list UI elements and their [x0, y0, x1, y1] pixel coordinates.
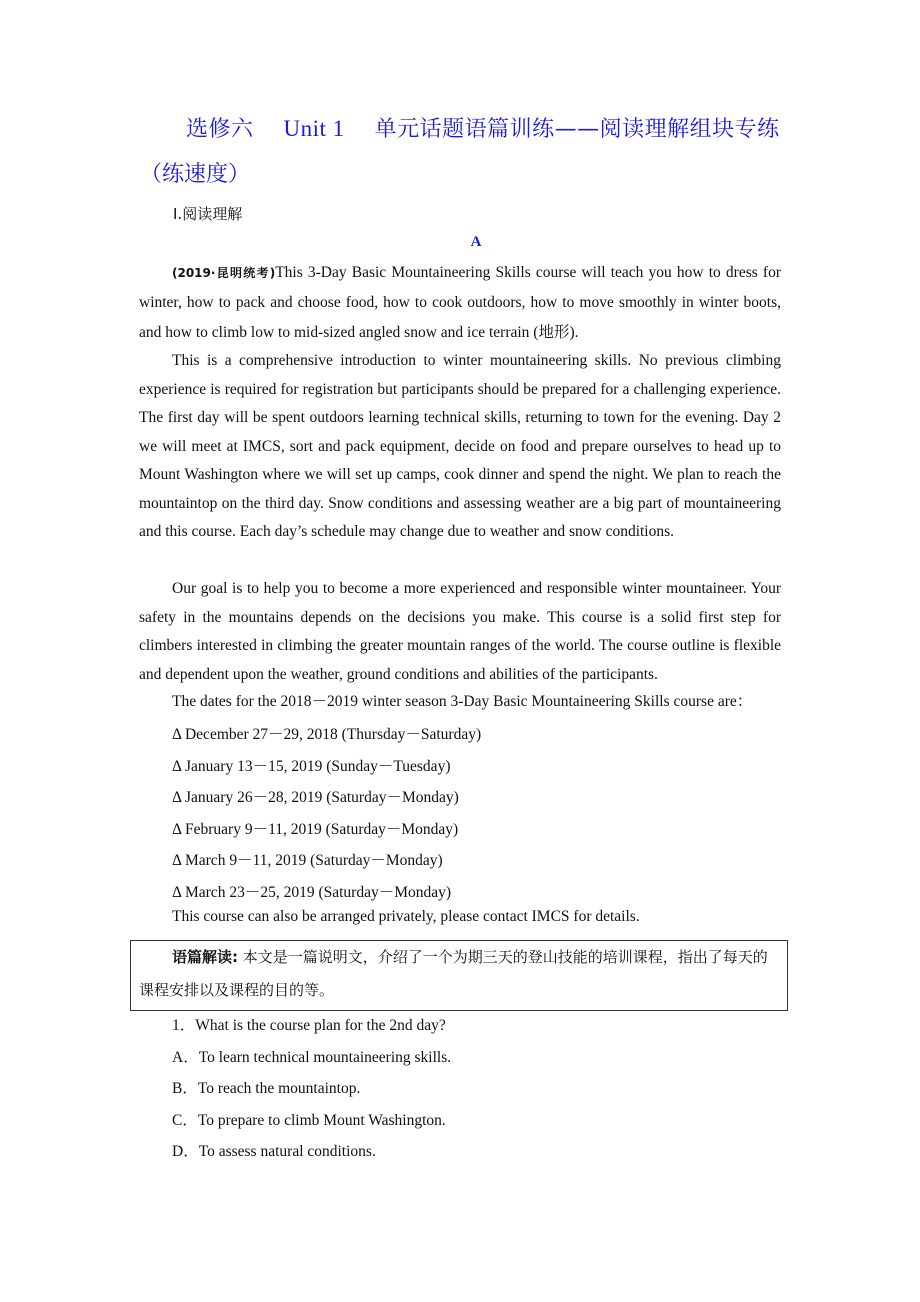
analysis-text: 本文是一篇说明文，介绍了一个为期三天的登山技能的培训课程，指出了每天的课程安排以及课程的目的等。: [139, 948, 768, 999]
passage-paragraph-3: [139, 575, 781, 689]
date-item: Δ March 23－25, 2019 (Saturday－Monday): [172, 883, 452, 901]
passage-paragraph-2: [139, 347, 781, 547]
date-item: Δ January 13－15, 2019 (Sunday－Tuesday): [172, 757, 451, 775]
question-block: [172, 1010, 451, 1168]
answer-option-b: B．To reach the mountaintop.: [172, 1080, 361, 1098]
page-subtitle: （练速度）: [140, 162, 251, 187]
page-title: [186, 112, 780, 143]
source-note: (2019·昆明统考): [172, 266, 276, 280]
passage-paragraph-1: [139, 258, 781, 348]
answer-option-c: C．To prepare to climb Mount Washington.: [172, 1111, 446, 1129]
answer-option-a: A．To learn technical mountaineering skills.: [172, 1048, 452, 1066]
passage-label: A: [470, 234, 482, 250]
section-heading: Ⅰ.阅读理解: [173, 205, 243, 223]
date-list: [172, 719, 481, 909]
paragraph-text: This is a comprehensive introduction to winter mountaineering skills. No previous climbing experience is required for registration but participants should be prepared for a challenging experience. The first day will be spent outdoors learning technical skills, returning to town for the evening. Day 2 we will meet at IMCS, sort and pack equipment, decide on food and prepare ourselves to head up to Mount Washington where we will set up camps, cook dinner and spend the night. We plan to reach the mountaintop on the third day. Snow conditions and assessing weather are a big part of mountaineering and this course. Each day’s schedule may change due to weather and snow conditions.: [139, 352, 781, 540]
date-item: Δ February 9－11, 2019 (Saturday－Monday): [172, 820, 459, 838]
paragraph-text: Our goal is to help you to become a more experienced and responsible winter mountaineer. Your safety in the mountains depends on the decisions you make. This course is a solid first step for climbers interested in climbing the greater mountain ranges of the world. The course outline is flexible and dependent upon the weather, ground conditions and abilities of the participants.: [139, 580, 781, 683]
passage-paragraph-4: [139, 688, 781, 717]
title-unit: Unit 1: [283, 116, 345, 141]
question-stem: 1．What is the course plan for the 2nd day?: [172, 1017, 446, 1034]
paragraph-text: The dates for the 2018－2019 winter season 3-Day Basic Mountaineering Skills course are：: [172, 693, 753, 710]
date-item: Δ March 9－11, 2019 (Saturday－Monday): [172, 852, 443, 870]
title-part2: 单元话题语篇训练——阅读理解组块专练: [374, 117, 780, 142]
date-item: Δ January 26－28, 2019 (Saturday－Monday): [172, 789, 459, 807]
answer-option-d: D．To assess natural conditions.: [172, 1143, 376, 1161]
closing-sentence: This course can also be arranged privately, please contact IMCS for details.: [172, 908, 640, 925]
date-item: Δ December 27－29, 2018 (Thursday－Saturday): [172, 726, 482, 743]
title-part1: 选修六: [186, 117, 254, 142]
analysis-label: 语篇解读:: [172, 948, 238, 966]
analysis-box: [130, 940, 788, 1011]
paragraph-text: This 3-Day Basic Mountaineering Skills course will teach you how to dress for winter, how to pack and choose food, how to cook outdoors, how to move smoothly in winter boots, and how to climb low to mid-sized angled snow and ice terrain (地形).: [139, 264, 781, 341]
